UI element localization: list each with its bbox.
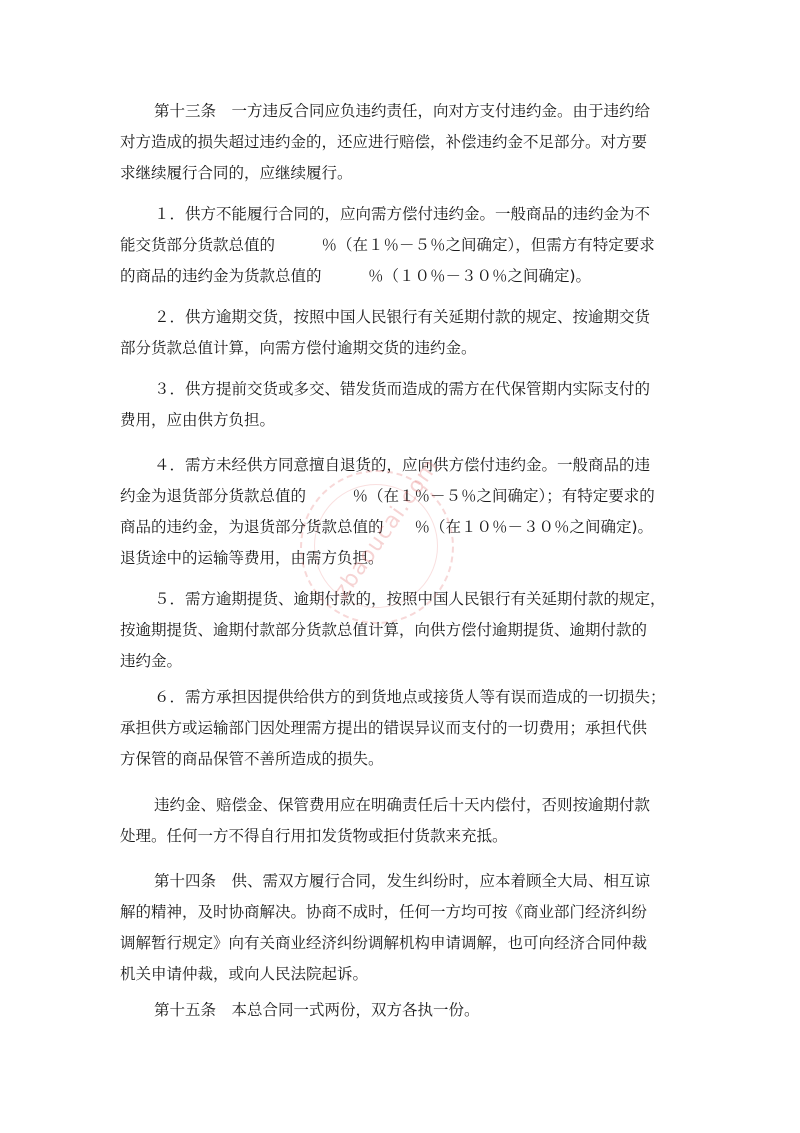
text-line: ３．供方提前交货或多交、错发货而造成的需方在代保管期内实际支付的 (154, 380, 651, 398)
paragraph-payment (120, 790, 700, 852)
paragraph-article-14 (120, 866, 700, 990)
text-line: ５．需方逾期提货、逾期付款的，按照中国人民银行有关延期付款的规定， (154, 590, 666, 608)
text-line: 机关申请仲裁，或向人民法院起诉。 (120, 965, 369, 983)
text-line: 第十四条 供、需双方履行合同，发生纠纷时，应本着顾全大局、相互谅 (154, 872, 651, 890)
text-line: ６．需方承担因提供给供方的到货地点或接货人等有误而造成的一切损失； (154, 688, 666, 706)
text-line: 约金为退货部分货款总值的 ％（在１％－５％之间确定）；有特定要求的 (120, 487, 655, 505)
text-line: 部分货款总值计算，向需方偿付逾期交货的违约金。 (120, 339, 477, 357)
text-line: ４．需方未经供方同意擅自退货的，应向供方偿付违约金。一般商品的违 (154, 456, 651, 474)
text-line: 第十三条 一方违反合同应负违约责任，向对方支付违约金。由于违约给 (154, 102, 651, 120)
text-line: 违约金。 (120, 652, 183, 670)
paragraph-article-15 (120, 995, 700, 1026)
text-line: 退货途中的运输等费用，由需方负担。 (120, 549, 384, 567)
text-line: 费用，应由供方负担。 (120, 411, 276, 429)
text-line: １．供方不能履行合同的，应向需方偿付违约金。一般商品的违约金为不 (154, 205, 651, 223)
text-line: 违约金、赔偿金、保管费用应在明确责任后十天内偿付，否则按逾期付款 (154, 796, 651, 814)
text-line: 方保管的商品保管不善所造成的损失。 (120, 750, 384, 768)
text-line: 处理。任何一方不得自行用扣发货物或拒付货款来充抵。 (120, 827, 508, 845)
text-line: 商品的违约金，为退货部分货款总值的 ％（在１０％－３０％之间确定)。 (120, 518, 654, 536)
paragraph-item-6 (120, 682, 700, 775)
paragraph-item-1 (120, 199, 700, 292)
paragraph-item-2 (120, 302, 700, 364)
paragraph-item-5 (120, 584, 700, 677)
text-line: 承担供方或运输部门因处理需方提出的错误异议而支付的一切费用；承担代供 (120, 719, 648, 737)
text-line: 对方造成的损失超过违约金的，还应进行赔偿，补偿违约金不足部分。对方要 (120, 133, 648, 151)
paragraph-article-13 (120, 96, 700, 189)
text-line: 第十五条 本总合同一式两份，双方各执一份。 (154, 1001, 480, 1019)
text-line: 求继续履行合同的，应继续履行。 (120, 164, 353, 182)
text-line: 调解暂行规定》向有关商业经济纠纷调解机构申请调解，也可向经济合同仲裁 (120, 934, 648, 952)
watermark-text: zbaoucai.com (329, 454, 445, 603)
text-line: 的商品的违约金为货款总值的 ％（１０％－３０％之间确定)。 (120, 267, 592, 285)
text-line: 按逾期提货、逾期付款部分货款总值计算，向供方偿付逾期提货、逾期付款的 (120, 621, 648, 639)
paragraph-item-4 (120, 450, 700, 574)
text-line: ２．供方逾期交货，按照中国人民银行有关延期付款的规定、按逾期交货 (154, 308, 651, 326)
text-line: 解的精神，及时协商解决。协商不成时，任何一方均可按《商业部门经济纠纷 (120, 903, 648, 921)
text-line: 能交货部分货款总值的 ％（在１％－５％之间确定），但需方有特定要求 (120, 236, 655, 254)
paragraph-item-3 (120, 374, 700, 436)
